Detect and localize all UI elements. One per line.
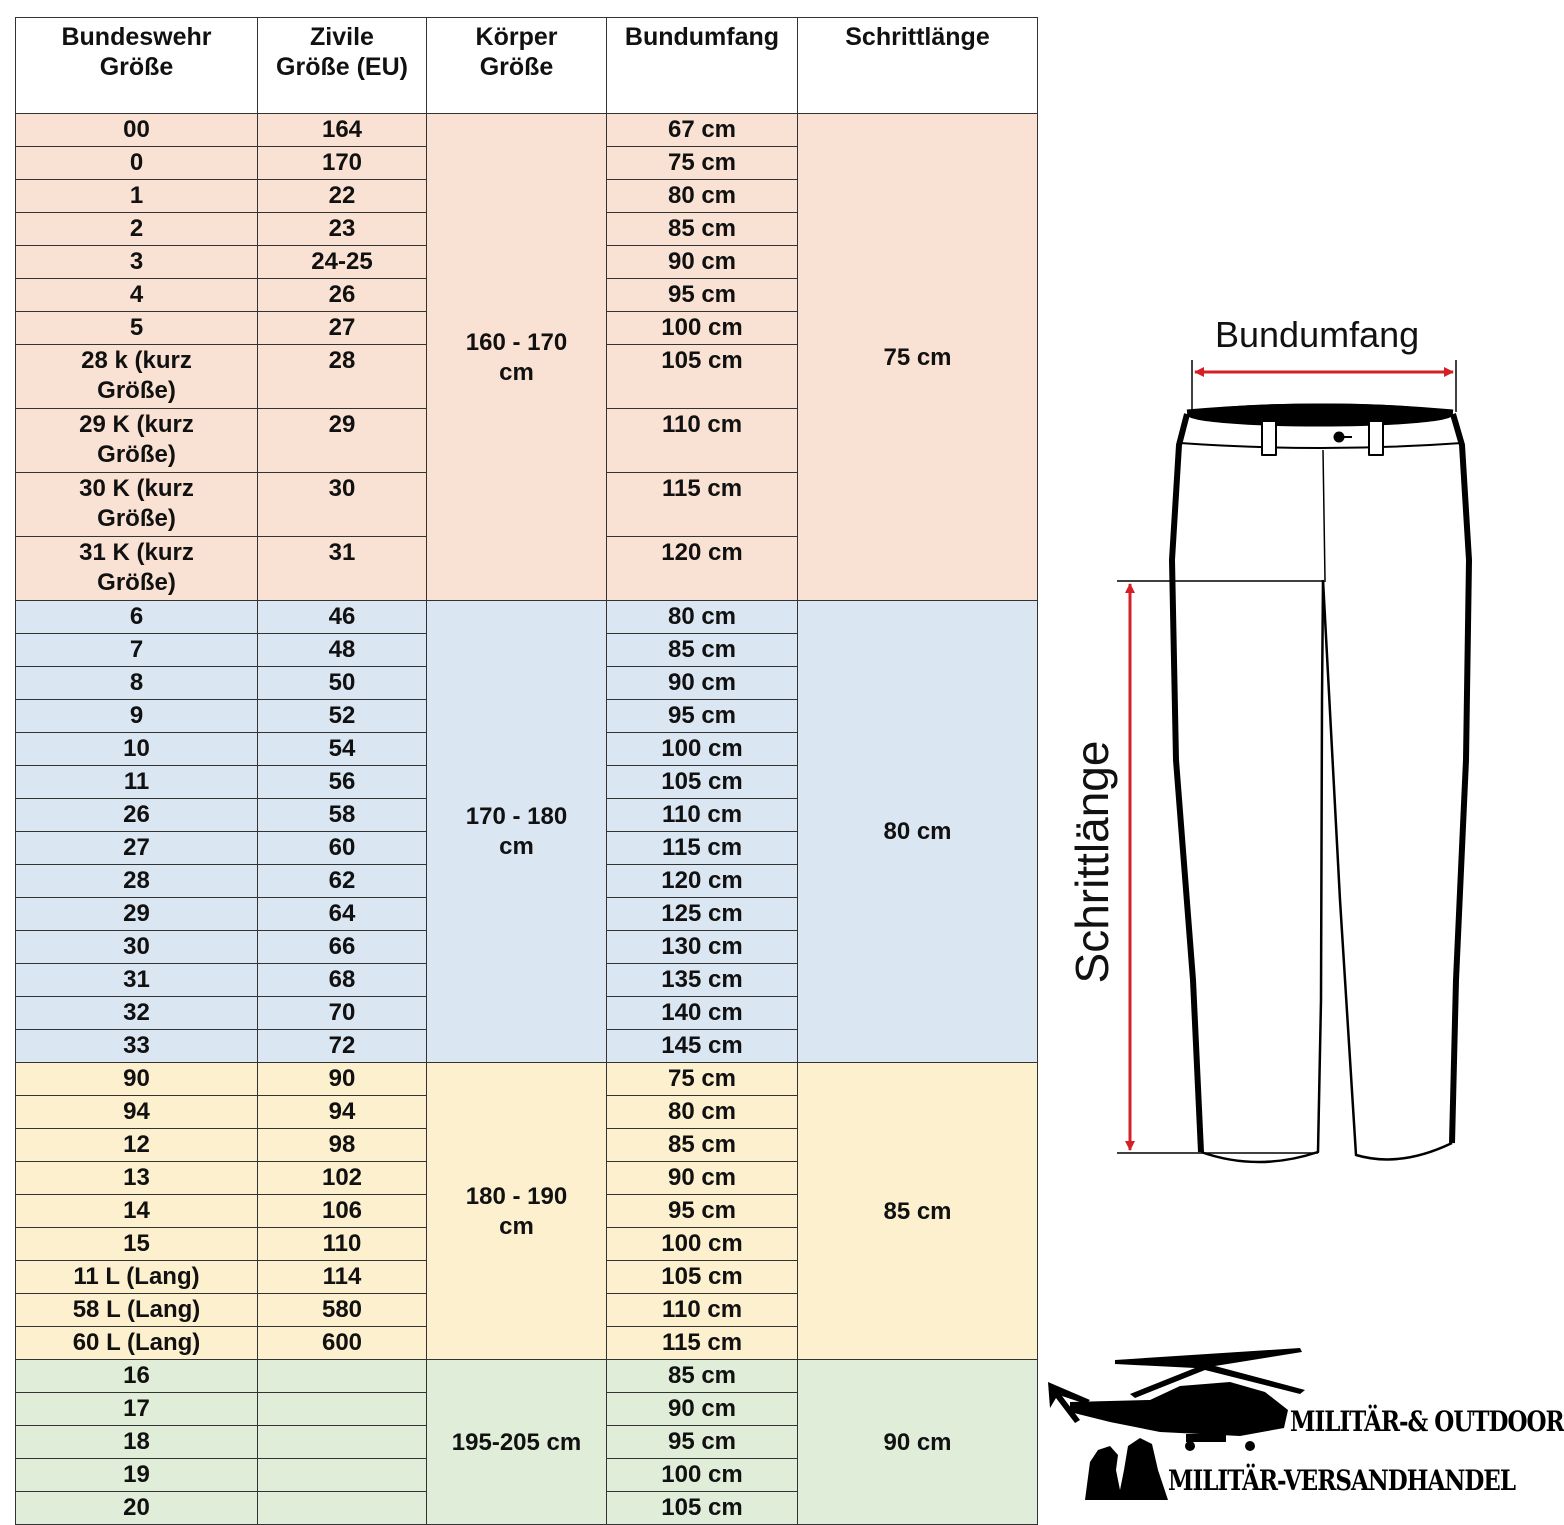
civil-size-cell: 48: [258, 634, 427, 667]
bundeswehr-size-cell: 11 L (Lang): [16, 1261, 258, 1294]
civil-size-cell: 27: [258, 312, 427, 345]
table-body: [16, 114, 1038, 1525]
bundeswehr-size-cell: 7: [16, 634, 258, 667]
bundeswehr-size-cell: 4: [16, 279, 258, 312]
table-row: [16, 1063, 1038, 1096]
civil-size-cell: 164: [258, 114, 427, 147]
civil-size-cell: [258, 1393, 427, 1426]
bundeswehr-size-cell: 9: [16, 700, 258, 733]
waist-cell: 80 cm: [607, 601, 798, 634]
inseam-label: Schrittlänge: [1066, 740, 1118, 984]
bundeswehr-size-cell: 31 K (kurz Größe): [16, 537, 258, 601]
bundeswehr-size-cell: 31: [16, 964, 258, 997]
bundeswehr-size-cell: 10: [16, 733, 258, 766]
bundeswehr-size-cell: 15: [16, 1228, 258, 1261]
civil-size-cell: [258, 1360, 427, 1393]
bundeswehr-size-cell: 0: [16, 147, 258, 180]
inseam-cell: 90 cm: [798, 1360, 1038, 1525]
waist-cell: 95 cm: [607, 1195, 798, 1228]
waist-cell: 100 cm: [607, 1459, 798, 1492]
body-height-cell: 195-205 cm: [427, 1360, 607, 1525]
civil-size-cell: 52: [258, 700, 427, 733]
bundeswehr-size-cell: 27: [16, 832, 258, 865]
bundeswehr-size-cell: 20: [16, 1492, 258, 1525]
bundeswehr-size-cell: 18: [16, 1426, 258, 1459]
civil-size-cell: 24-25: [258, 246, 427, 279]
civil-size-cell: 90: [258, 1063, 427, 1096]
civil-size-cell: 29: [258, 409, 427, 473]
bundeswehr-size-cell: 17: [16, 1393, 258, 1426]
civil-size-cell: 46: [258, 601, 427, 634]
bundeswehr-size-cell: 30 K (kurz Größe): [16, 473, 258, 537]
waist-cell: 105 cm: [607, 1261, 798, 1294]
civil-size-cell: 60: [258, 832, 427, 865]
bundeswehr-size-cell: 19: [16, 1459, 258, 1492]
size-chart: [15, 17, 1037, 1525]
bundeswehr-size-cell: 33: [16, 1030, 258, 1063]
body-height-cell: 170 - 180 cm: [427, 601, 607, 1063]
waist-cell: 80 cm: [607, 1096, 798, 1129]
waist-cell: 85 cm: [607, 1129, 798, 1162]
civil-size-cell: [258, 1492, 427, 1525]
waist-cell: 75 cm: [607, 147, 798, 180]
waist-cell: 67 cm: [607, 114, 798, 147]
bundeswehr-size-cell: 8: [16, 667, 258, 700]
bundeswehr-size-cell: 11: [16, 766, 258, 799]
bundeswehr-size-cell: 94: [16, 1096, 258, 1129]
waist-cell: 75 cm: [607, 1063, 798, 1096]
waist-cell: 90 cm: [607, 1393, 798, 1426]
header-civil-size: Zivile Größe (EU): [258, 18, 427, 114]
civil-size-cell: 62: [258, 865, 427, 898]
waist-cell: 90 cm: [607, 1162, 798, 1195]
inseam-cell: 75 cm: [798, 114, 1038, 601]
bundeswehr-size-cell: 60 L (Lang): [16, 1327, 258, 1360]
civil-size-cell: 54: [258, 733, 427, 766]
bundeswehr-size-cell: 2: [16, 213, 258, 246]
civil-size-cell: 66: [258, 931, 427, 964]
waist-label: Bundumfang: [1215, 314, 1420, 355]
waist-cell: 120 cm: [607, 537, 798, 601]
civil-size-cell: 23: [258, 213, 427, 246]
bundeswehr-size-cell: 29 K (kurz Größe): [16, 409, 258, 473]
header-bundeswehr-size: Bundeswehr Größe: [16, 18, 258, 114]
trousers-diagram: [1060, 300, 1500, 1180]
bundeswehr-size-cell: 14: [16, 1195, 258, 1228]
waist-cell: 110 cm: [607, 799, 798, 832]
civil-size-cell: 68: [258, 964, 427, 997]
civil-size-cell: 31: [258, 537, 427, 601]
trousers-outline: [1172, 404, 1469, 1162]
waist-cell: 95 cm: [607, 279, 798, 312]
waist-cell: 95 cm: [607, 1426, 798, 1459]
civil-size-cell: [258, 1459, 427, 1492]
waist-cell: 105 cm: [607, 1492, 798, 1525]
civil-size-cell: 30: [258, 473, 427, 537]
civil-size-cell: [258, 1426, 427, 1459]
bundeswehr-size-cell: 00: [16, 114, 258, 147]
waist-cell: 125 cm: [607, 898, 798, 931]
waist-cell: 110 cm: [607, 409, 798, 473]
header-row: [16, 18, 1038, 114]
size-table: [15, 17, 1038, 1525]
civil-size-cell: 56: [258, 766, 427, 799]
bundeswehr-size-cell: 1: [16, 180, 258, 213]
waist-cell: 100 cm: [607, 733, 798, 766]
waist-cell: 85 cm: [607, 1360, 798, 1393]
civil-size-cell: 580: [258, 1294, 427, 1327]
waist-cell: 100 cm: [607, 1228, 798, 1261]
bundeswehr-size-cell: 28: [16, 865, 258, 898]
civil-size-cell: 98: [258, 1129, 427, 1162]
table-row: [16, 601, 1038, 634]
header-inseam: Schrittlänge: [798, 18, 1038, 114]
bundeswehr-size-cell: 28 k (kurz Größe): [16, 345, 258, 409]
header-body-height: Körper Größe: [427, 18, 607, 114]
bundeswehr-size-cell: 6: [16, 601, 258, 634]
waist-cell: 140 cm: [607, 997, 798, 1030]
civil-size-cell: 50: [258, 667, 427, 700]
waist-cell: 105 cm: [607, 766, 798, 799]
waist-cell: 135 cm: [607, 964, 798, 997]
header-waist: Bundumfang: [607, 18, 798, 114]
logo-text-bottom: MILITÄR-VERSANDHANDEL: [1168, 1465, 1515, 1498]
bundeswehr-size-cell: 12: [16, 1129, 258, 1162]
waist-cell: 115 cm: [607, 832, 798, 865]
waist-cell: 85 cm: [607, 213, 798, 246]
civil-size-cell: 170: [258, 147, 427, 180]
civil-size-cell: 110: [258, 1228, 427, 1261]
bundeswehr-size-cell: 13: [16, 1162, 258, 1195]
bundeswehr-size-cell: 29: [16, 898, 258, 931]
bundeswehr-size-cell: 32: [16, 997, 258, 1030]
waist-cell: 115 cm: [607, 1327, 798, 1360]
waist-cell: 95 cm: [607, 700, 798, 733]
body-height-cell: 180 - 190 cm: [427, 1063, 607, 1360]
bundeswehr-size-cell: 58 L (Lang): [16, 1294, 258, 1327]
waist-cell: 100 cm: [607, 312, 798, 345]
logo-text-top: MILITÄR-& OUTDOOR: [1290, 1406, 1564, 1439]
civil-size-cell: 114: [258, 1261, 427, 1294]
civil-size-cell: 94: [258, 1096, 427, 1129]
bundeswehr-size-cell: 5: [16, 312, 258, 345]
inseam-cell: 80 cm: [798, 601, 1038, 1063]
body-height-cell: 160 - 170 cm: [427, 114, 607, 601]
civil-size-cell: 102: [258, 1162, 427, 1195]
bundeswehr-size-cell: 3: [16, 246, 258, 279]
civil-size-cell: 70: [258, 997, 427, 1030]
waist-cell: 105 cm: [607, 345, 798, 409]
waist-cell: 90 cm: [607, 667, 798, 700]
waist-cell: 130 cm: [607, 931, 798, 964]
waist-cell: 145 cm: [607, 1030, 798, 1063]
civil-size-cell: 28: [258, 345, 427, 409]
civil-size-cell: 22: [258, 180, 427, 213]
table-row: [16, 1360, 1038, 1393]
inseam-cell: 85 cm: [798, 1063, 1038, 1360]
waist-cell: 110 cm: [607, 1294, 798, 1327]
waist-cell: 85 cm: [607, 634, 798, 667]
civil-size-cell: 72: [258, 1030, 427, 1063]
waist-cell: 120 cm: [607, 865, 798, 898]
civil-size-cell: 600: [258, 1327, 427, 1360]
waist-cell: 80 cm: [607, 180, 798, 213]
bundeswehr-size-cell: 26: [16, 799, 258, 832]
waist-cell: 90 cm: [607, 246, 798, 279]
soldiers-icon: [1085, 1438, 1168, 1500]
civil-size-cell: 26: [258, 279, 427, 312]
bundeswehr-size-cell: 16: [16, 1360, 258, 1393]
bundeswehr-size-cell: 90: [16, 1063, 258, 1096]
civil-size-cell: 106: [258, 1195, 427, 1228]
table-row: [16, 114, 1038, 147]
bundeswehr-size-cell: 30: [16, 931, 258, 964]
civil-size-cell: 58: [258, 799, 427, 832]
waist-cell: 115 cm: [607, 473, 798, 537]
helicopter-body-icon: [1070, 1382, 1288, 1436]
civil-size-cell: 64: [258, 898, 427, 931]
